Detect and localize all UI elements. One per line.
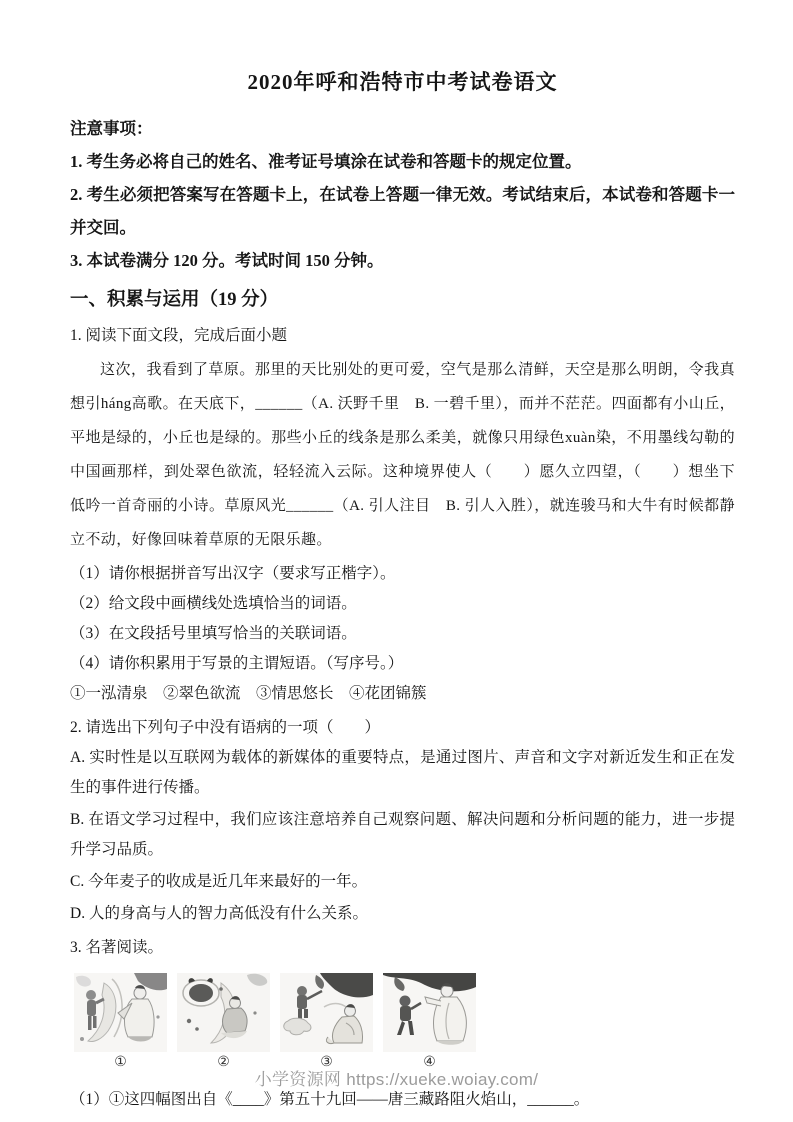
question-2-option-d: D. 人的身高与人的智力高低没有什么关系。: [70, 905, 368, 922]
bull-demon-in-whirlpool-illustration: [177, 973, 270, 1052]
question-1-phrase-list: ①一泓清泉 ②翠色欲流 ③情思悠长 ④花团锦簇: [70, 685, 427, 702]
question-1-sub-4: （4）请你积累用于写景的主谓短语。（写序号。）: [70, 655, 404, 672]
page-title: 2020年呼和浩特市中考试卷语文: [247, 70, 558, 94]
battle-on-clouds-illustration: [280, 973, 373, 1052]
illustration-caption-1: ①: [114, 1055, 127, 1070]
illustration-caption-4: ④: [423, 1055, 436, 1070]
footer-site-name: 小学资源网: [254, 1070, 342, 1089]
question-3-sub-1: （1）①这四幅图出自《____》第五十九回——唐三藏路阻火焰山，______。: [70, 1091, 590, 1108]
question-1-sub-2: （2）给文段中画横线处选填恰当的词语。: [70, 595, 357, 612]
question-2-option-c: C. 今年麦子的收成是近几年来最好的一年。: [70, 873, 368, 890]
illustration-caption-2: ②: [217, 1055, 230, 1070]
question-1-sub-3: （3）在文段括号里填写恰当的关联词语。: [70, 625, 357, 642]
question-1-lead: 1. 阅读下面文段，完成后面小题: [70, 327, 288, 344]
novel-illustration-row: [74, 973, 735, 1052]
novel-illustration-4: [383, 973, 476, 1052]
fan-princess-fanning-monkey-illustration: [74, 973, 167, 1052]
notice-item-1: 1. 考生务必将自己的姓名、准考证号填涂在试卷和答题卡的规定位置。: [70, 152, 582, 171]
notice-heading: 注意事项：: [70, 119, 153, 138]
footer-watermark: [0, 1065, 793, 1090]
footer-site-url[interactable]: https://xueke.woiay.com/: [346, 1070, 539, 1089]
monkey-chasing-white-robe-illustration: [383, 973, 476, 1052]
notice-item-3: 3. 本试卷满分 120 分。考试时间 150 分钟。: [70, 251, 384, 270]
novel-illustration-1: [74, 973, 167, 1052]
illustration-caption-3: ③: [320, 1055, 333, 1070]
question-2: [70, 713, 735, 929]
question-2-option-a: A. 实时性是以互联网为载体的新媒体的重要特点，是通过图片、声音和文字对新近发生和正在发生的事件进行传播。: [70, 749, 735, 796]
question-1-passage: 这次，我看到了草原。那里的天比别处的更可爱，空气是那么清鲜，天空是那么明朗，令我真想引háng高歌。在天底下，______（A. 沃野千里 B. 一碧千里），而并不茫茫。四面都有小山丘，平地是绿的，小丘也是绿的。那些小丘的线条是那么柔美，就像只用绿色xuàn染，不用墨线勾勒的中国画那样，到处翠色欲流，轻轻流入云际。这种境界使人（ ）愿久立四望，（ ）想坐下低吟一首奇丽的小诗。草原风光______（A. 引人注目 B. 引人入胜），就连骏马和大牛有时候都静立不动，好像回味着草原的无限乐趣。: [70, 362, 735, 548]
notice-item-2: 2. 考生必须把答案写在答题卡上，在试卷上答题一律无效。考试结束后，本试卷和答题卡一并交回。: [70, 185, 735, 237]
question-3-lead: 3. 名著阅读。: [70, 939, 164, 956]
section-heading-accumulation: 一、积累与运用（19 分）: [70, 290, 279, 310]
novel-illustration-3: [280, 973, 373, 1052]
question-2-lead: 2. 请选出下列句子中没有语病的一项（ ）: [70, 719, 381, 736]
question-2-option-b: B. 在语文学习过程中，我们应该注意培养自己观察问题、解决问题和分析问题的能力，进一步提升学习品质。: [70, 811, 735, 858]
notice-block: [70, 112, 735, 277]
question-1: [70, 321, 735, 709]
novel-illustration-2: [177, 973, 270, 1052]
question-1-sub-1: （1）请你根据拼音写出汉字（要求写正楷字）。: [70, 565, 396, 582]
